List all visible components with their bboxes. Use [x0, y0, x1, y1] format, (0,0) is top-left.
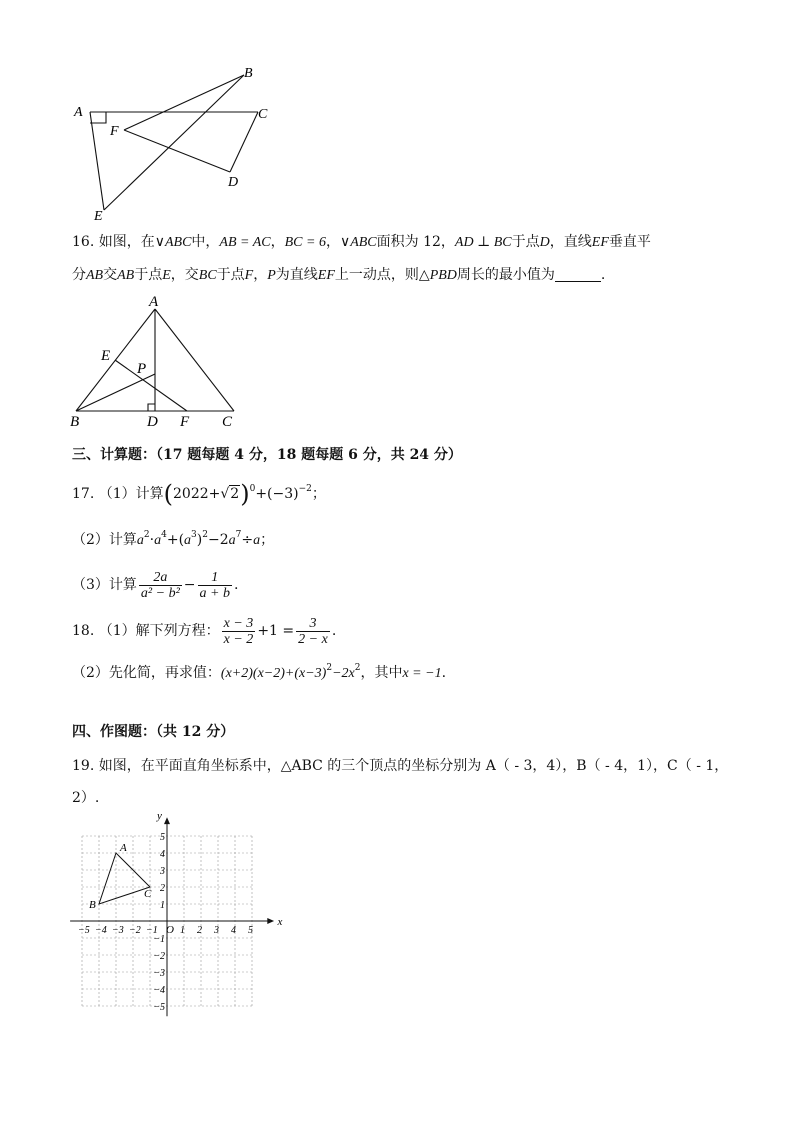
q17-part3: （3）计算 $\frac{2a}{\text{a² − b²}}$ − $\frac{1}{a + b}$ . — [72, 569, 239, 601]
label-c: C — [258, 107, 268, 122]
triangle-abc — [89, 842, 152, 911]
point-label-c: C — [144, 888, 152, 900]
label-d: D — [228, 175, 239, 190]
label-d: D — [147, 414, 158, 430]
x-tick-label: −1 — [146, 925, 158, 936]
label-a: A — [74, 105, 83, 120]
axes — [70, 817, 274, 1016]
x-tick-label: 2 — [197, 925, 202, 936]
section3-title: 三、计算题：（17 题每题 4 分，18 题每题 6 分，共 24 分） — [72, 447, 462, 463]
x-tick-label: 4 — [231, 925, 236, 936]
q16-line2: 分AB交AB于点E，交BC于点F，P为直线EF上一动点，则△PBD周长的最小值为 . — [72, 267, 606, 283]
y-tick-label: −3 — [153, 968, 165, 979]
y-axis-label: y — [157, 812, 162, 822]
q17-part1: 17. （1）计算$(2022+√2)^0+(-3)^{-2}$； — [72, 480, 326, 508]
answer-blank[interactable] — [555, 267, 601, 282]
y-tick-label: −5 — [153, 1002, 165, 1013]
y-tick-label: 4 — [160, 849, 165, 860]
y-tick-label: −1 — [153, 934, 165, 945]
y-tick-label: 5 — [160, 832, 165, 843]
point-label-b: B — [89, 899, 96, 911]
figure-q16 — [66, 290, 251, 430]
q16-line1: 16. 如图，在∨ABC中，AB = AC，BC = 6，∨ABC面积为 12，AD ⊥ BC于点D，直线EF垂直平 — [72, 234, 651, 250]
figure-q15 — [60, 60, 290, 225]
q17-part2: （2）计算$a^2\cdot a^4+(a^3)^2-2a^7\div a$； — [72, 530, 275, 548]
x-tick-label: −2 — [129, 925, 141, 936]
x-tick-label: −5 — [78, 925, 90, 936]
label-a: A — [149, 294, 159, 310]
label-b: B — [70, 414, 80, 430]
origin-label: O — [166, 924, 174, 936]
y-axis-arrow — [164, 817, 170, 824]
label-f: F — [110, 124, 119, 139]
x-tick-label: 1 — [180, 925, 185, 936]
y-tick-label: 2 — [160, 883, 165, 894]
label-b: B — [244, 66, 253, 81]
triangle-outline — [99, 853, 150, 904]
q19-line2: 2）. — [72, 790, 100, 806]
x-axis-arrow — [267, 918, 274, 924]
y-tick-label: −2 — [153, 951, 165, 962]
y-tick-label: −4 — [153, 985, 165, 996]
label-f: F — [180, 414, 190, 430]
x-tick-label: −4 — [95, 925, 107, 936]
label-c: C — [222, 414, 233, 430]
x-tick-label: −3 — [112, 925, 124, 936]
x-tick-label: 5 — [248, 925, 253, 936]
point-label-a: A — [120, 842, 127, 854]
x-axis-label: x — [277, 916, 283, 928]
q18-part2: （2）先化简，再求值：$(x+2)(x-2)+(x-3)^2-2x^2$，其中x = −1. — [72, 663, 447, 681]
section4-title: 四、作图题：（共 12 分） — [72, 724, 235, 740]
coordinate-grid — [66, 812, 286, 1022]
q19-line1: 19. 如图，在平面直角坐标系中，△ABC 的三个顶点的坐标分别为 A（ - 3，4），B（ - 4，1），C（ - 1， — [72, 758, 729, 774]
y-tick-label: 3 — [160, 866, 165, 877]
y-tick-label: 1 — [160, 900, 165, 911]
q18-part1: 18. （1）解下列方程： $\frac{x - 3}{x - 2}$ +1 = $\frac{3}{2 - x}$ . — [72, 615, 337, 647]
label-e: E — [101, 348, 111, 364]
label-e: E — [94, 209, 103, 224]
x-tick-label: 3 — [214, 925, 219, 936]
label-p: P — [137, 361, 147, 377]
